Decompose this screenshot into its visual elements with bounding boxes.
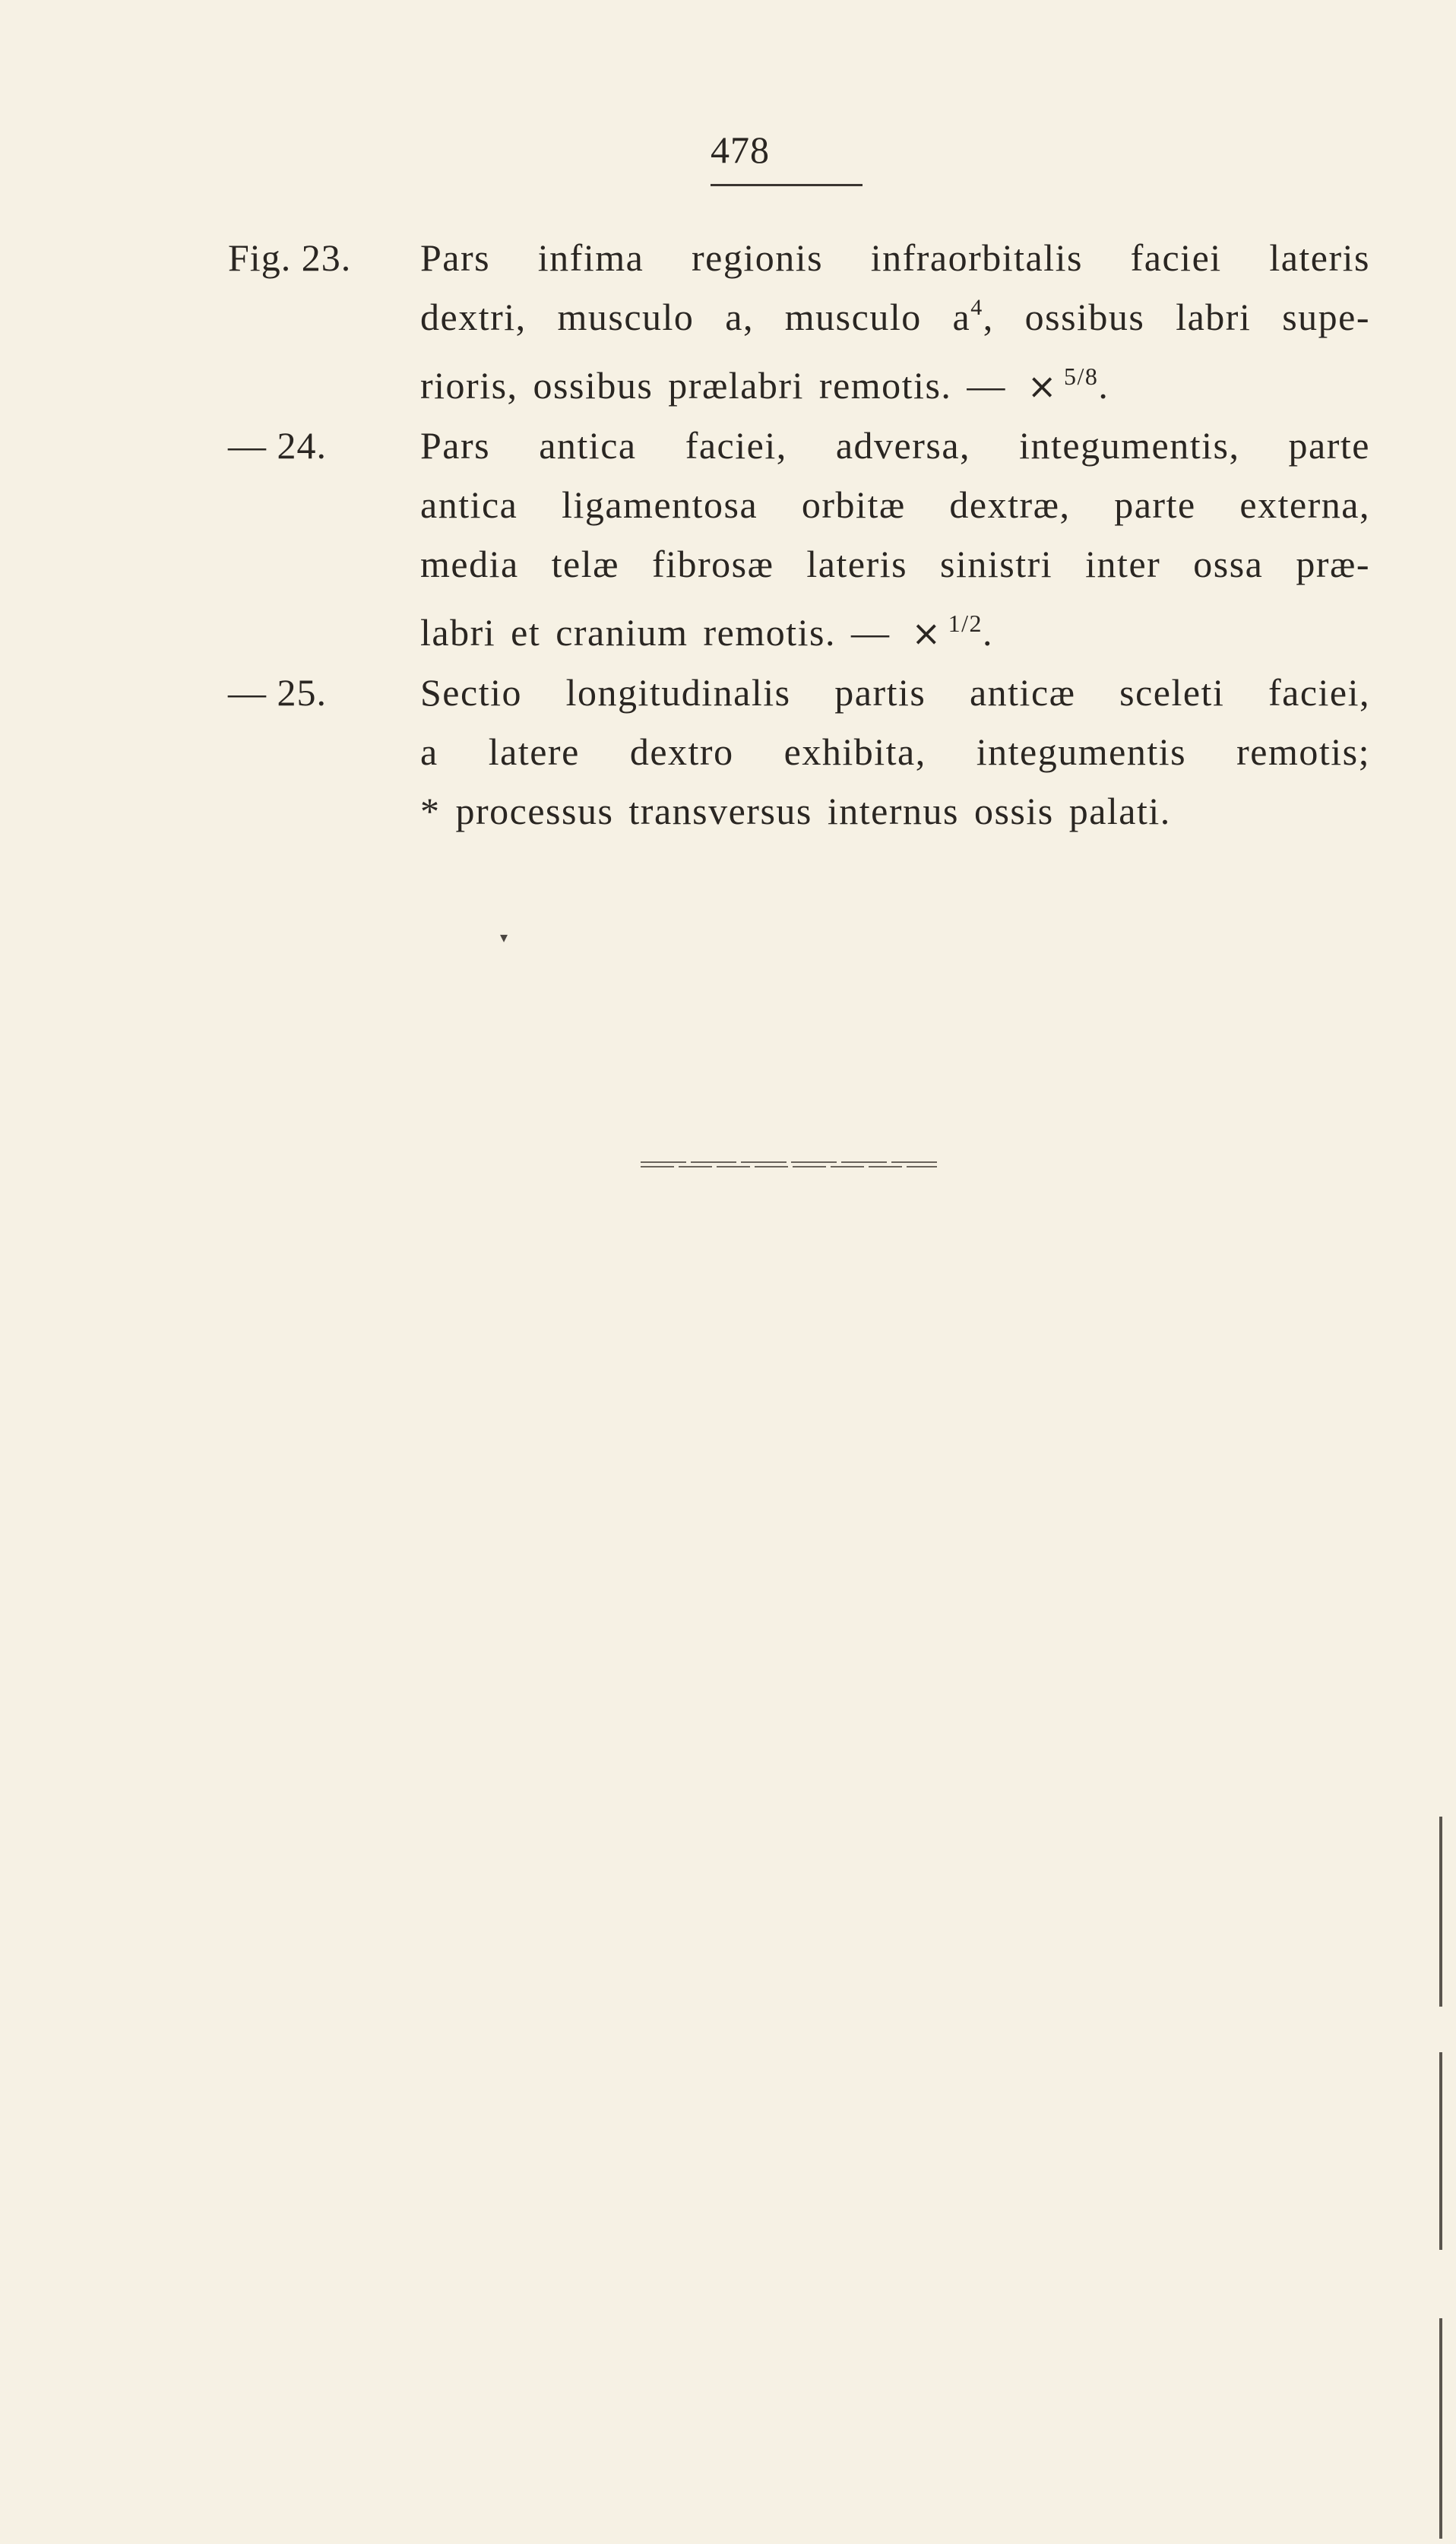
page-edge-mark bbox=[1439, 2318, 1442, 2539]
divider-line-bottom bbox=[641, 1166, 937, 1167]
fig-label: — 24. bbox=[228, 424, 327, 467]
figure-captions bbox=[0, 228, 1456, 841]
caption-line-part: labri et cranium remotis. — bbox=[420, 611, 906, 654]
fig-label: Fig. 23. bbox=[228, 236, 352, 279]
caption-line-part: rioris, ossibus prælabri remotis. — bbox=[420, 364, 1021, 407]
fig-label: — 25. bbox=[228, 671, 327, 714]
caption-fig-23 bbox=[0, 228, 1456, 416]
caption-text bbox=[420, 416, 1370, 663]
caption-line: Pars antica faciei, adversa, integumentis, parte bbox=[420, 424, 1370, 467]
page-edge-mark bbox=[1439, 1817, 1442, 2007]
caption-line: media telæ fibrosæ lateris sinistri inter ossa præ- bbox=[420, 543, 1370, 585]
caption-line: Sectio longitudinalis partis anticæ sceleti faciei, bbox=[420, 671, 1370, 714]
page-number: 478 bbox=[711, 128, 770, 171]
caption-line: Pars infima regionis infraorbitalis faciei lateris bbox=[420, 236, 1370, 279]
caption-line bbox=[420, 347, 1370, 416]
scale-sign: × bbox=[911, 613, 942, 654]
scale-sign: × bbox=[1027, 366, 1058, 407]
caption-line: * processus transversus internus ossis palati. bbox=[420, 790, 1171, 832]
caption-line-part: dextri, musculo a, musculo a bbox=[420, 296, 971, 338]
caption-text bbox=[420, 663, 1370, 841]
section-divider-rule bbox=[641, 1161, 937, 1169]
ink-speck: ▾ bbox=[500, 930, 508, 946]
scale-end: . bbox=[1098, 364, 1109, 407]
page-number-rule bbox=[711, 184, 863, 186]
superscript: 4 bbox=[970, 295, 983, 320]
caption-text bbox=[420, 228, 1370, 416]
caption-line bbox=[420, 594, 1370, 663]
scale-fraction: 1/2 bbox=[948, 610, 983, 637]
divider-line-top bbox=[641, 1161, 937, 1163]
caption-fig-24 bbox=[0, 416, 1456, 663]
caption-line: antica ligamentosa orbitæ dextræ, parte externa, bbox=[420, 483, 1370, 526]
scale-fraction: 5/8 bbox=[1063, 363, 1099, 390]
caption-line: a latere dextro exhibita, integumentis remotis; bbox=[420, 730, 1370, 773]
caption-fig-25 bbox=[0, 663, 1456, 841]
caption-line bbox=[420, 287, 1370, 347]
scale-end: . bbox=[982, 611, 993, 654]
page-edge-mark bbox=[1439, 2052, 1442, 2250]
caption-line-part: , ossibus labri supe- bbox=[983, 296, 1370, 338]
